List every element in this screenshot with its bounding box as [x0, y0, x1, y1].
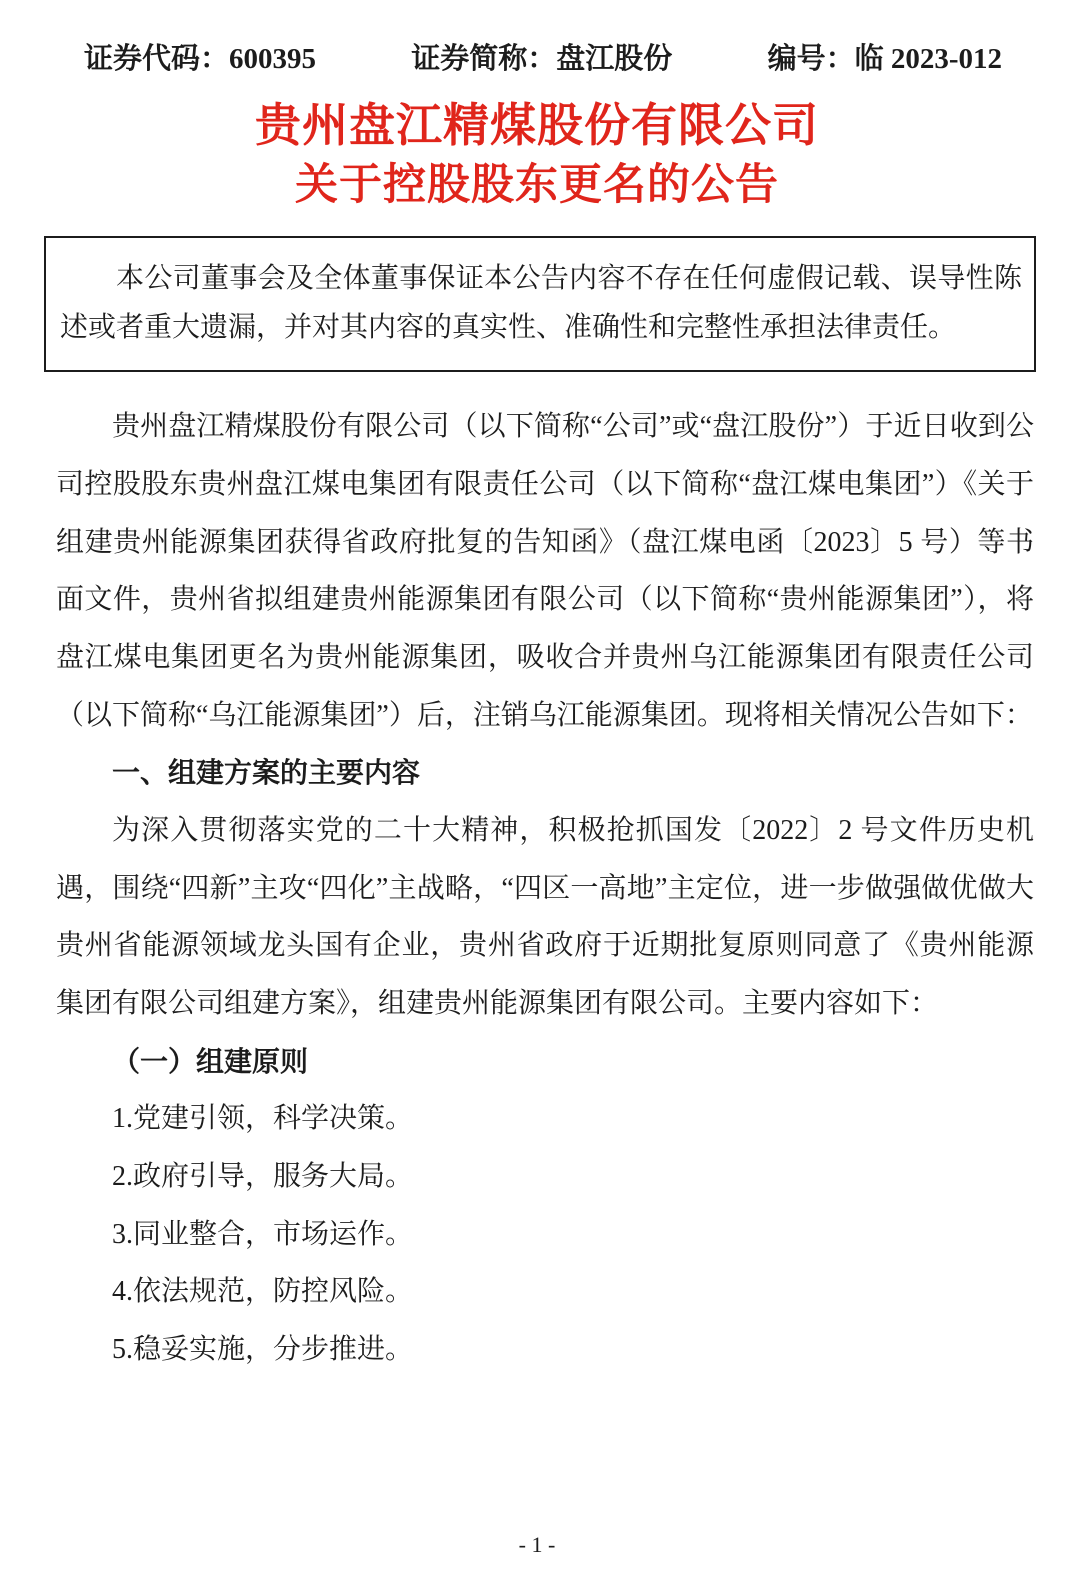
stock-name-text: 证券简称：盘江股份 — [411, 43, 673, 75]
section1-heading: 一、组建方案的主要内容 — [112, 757, 421, 789]
doc-number-text: 编号：临 2023-012 — [767, 43, 1002, 75]
page-number: - 1 - — [518, 1532, 556, 1557]
announcement-title-line2: 关于控股股东更名的公告 — [295, 160, 779, 209]
intro-paragraph: 贵州盘江精煤股份有限公司（以下简称“公司”或“盘江股份”）于近日收到公司控股股东贵州盘江煤电集团有限责任公司（以下简称“盘江煤电集团”）《关于组建贵州能源集团获得省政府批复的告知函》（盘江煤电函〔2023〕5 号）等书面文件，贵州省拟组建贵州能源集团有限公司（以下简称“贵州能源集团”），将盘江煤电集团更名为贵州能源集团，吸收合并贵州乌江能源集团有限责任公司（以下简称“乌江能源集团”）后，注销乌江能源集团。现将相关情况公告如下： — [56, 411, 1034, 731]
principle-item: 2.政府引导，服务大局。 — [112, 1160, 414, 1192]
principle-item: 4.依法规范，防控风险。 — [112, 1276, 414, 1308]
principle-item: 3.同业整合，市场运作。 — [112, 1218, 414, 1250]
stock-code-text: 证券代码：600395 — [84, 43, 317, 75]
announcement-body — [56, 398, 1034, 1378]
section1-paragraph: 为深入贯彻落实党的二十大精神，积极抢抓国发〔2022〕2 号文件历史机遇，围绕“四新”主攻“四化”主战略，“四区一高地”主定位，进一步做强做优做大贵州省能源领域龙头国有企业，贵州省政府于近期批复原则同意了《贵州能源集团有限公司组建方案》，组建贵州能源集团有限公司。主要内容如下： — [56, 814, 1034, 1019]
subsection1-heading: （一）组建原则 — [112, 1045, 309, 1077]
header-meta-row — [0, 0, 1074, 77]
disclaimer-text: 本公司董事会及全体董事保证本公告内容不存在任何虚假记载、误导性陈述或者重大遗漏，并对其内容的真实性、准确性和完整性承担法律责任。 — [60, 263, 1022, 344]
announcement-title-line1: 贵州盘江精煤股份有限公司 — [255, 99, 819, 151]
principle-item: 5.稳妥实施，分步推进。 — [112, 1333, 414, 1365]
disclaimer-box — [44, 236, 1036, 372]
announcement-title — [0, 95, 1074, 214]
principle-item: 1.党建引领，科学决策。 — [112, 1103, 414, 1135]
